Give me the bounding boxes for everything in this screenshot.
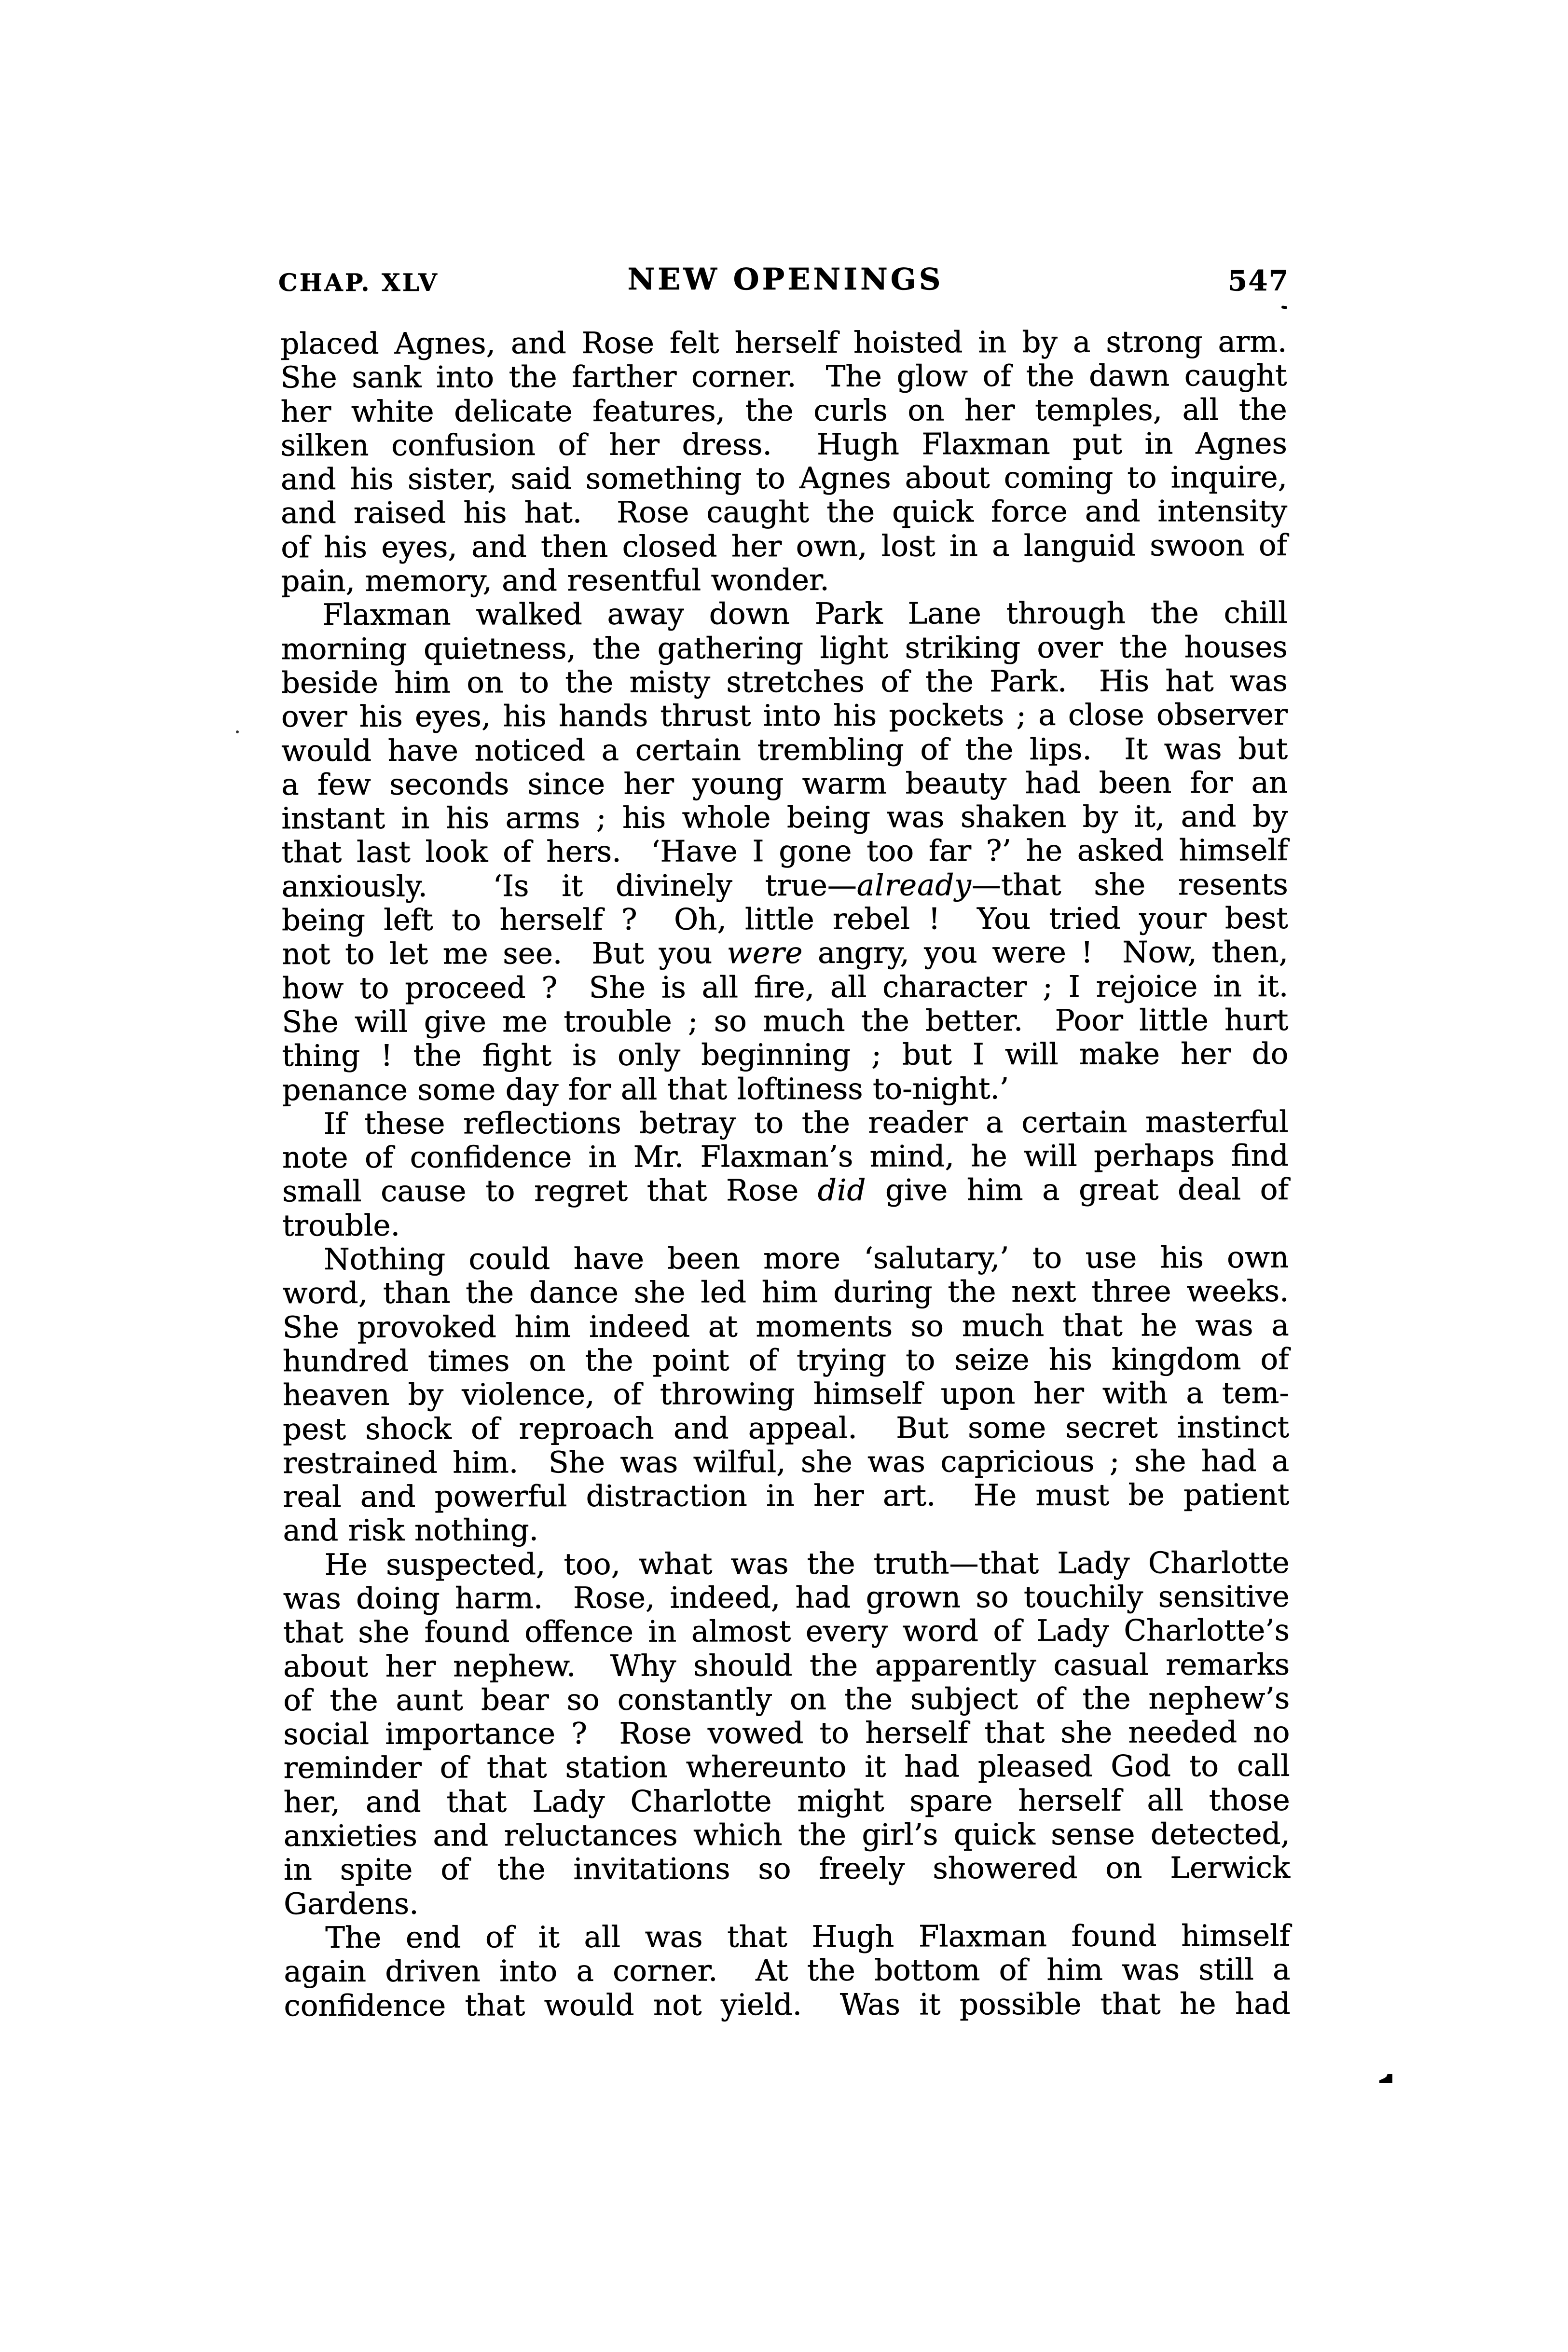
- text-line: about her nephew. Why should the apparently casual remarks: [283, 1647, 1290, 1684]
- page-title: NEW OPENINGS: [627, 261, 944, 297]
- text-line: that she found offence in almost every word of Lady Charlotte’s: [283, 1613, 1290, 1650]
- text-line: silken confusion of her dress. Hugh Flaxman put in Agnes: [280, 426, 1287, 463]
- text-line: anxieties and reluctances which the girl’s quick sense detected,: [283, 1816, 1290, 1854]
- text-line: and risk nothing.: [283, 1513, 539, 1548]
- text-line: instant in his arms ; his whole being was shaken by it, and by: [281, 799, 1288, 836]
- text-line: and his sister, said something to Agnes about coming to inquire,: [280, 460, 1288, 497]
- text-line: placed Agnes, and Rose felt herself hoisted in by a strong arm.: [280, 324, 1287, 361]
- text-line: morning quietness, the gathering light striking over the houses: [281, 630, 1288, 666]
- chapter-label: CHAP. XLV: [278, 268, 439, 297]
- text-line: of his eyes, and then closed her own, lost in a languid swoon of: [281, 528, 1288, 564]
- text-line: would have noticed a certain trembling of the lips. It was but: [281, 731, 1288, 768]
- text-line: real and powerful distraction in her art. He must be patient: [283, 1477, 1290, 1514]
- text-line: He suspected, too, what was the truth—that Lady Charlotte: [324, 1545, 1290, 1582]
- text-line: being left to herself ? Oh, little rebel ! You tried your best: [281, 901, 1288, 938]
- page-text: [280, 325, 1290, 2023]
- page-number: 547: [1227, 264, 1289, 297]
- text-line: a few seconds since her young warm beauty had been for an: [281, 765, 1288, 802]
- text-line: of the aunt bear so constantly on the subject of the nephew’s: [283, 1681, 1290, 1718]
- text-line: If these reflections betray to the reader a certain masterful: [323, 1104, 1289, 1141]
- text-line: reminder of that station whereunto it had pleased God to call: [283, 1749, 1290, 1786]
- text-line: how to proceed ? She is all fire, all character ; I rejoice in it.: [282, 969, 1289, 1005]
- text-line: her, and that Lady Charlotte might spare herself all those: [283, 1783, 1290, 1819]
- text-line: penance some day for all that loftiness to-night.’: [282, 1071, 1009, 1107]
- text-line: Gardens.: [284, 1886, 419, 1921]
- text-line: anxiously. ‘Is it divinely true—already—that she resents: [281, 867, 1288, 904]
- text-line: restrained him. She was wilful, she was capricious ; she had a: [283, 1444, 1290, 1480]
- text-line: Nothing could have been more ‘salutary,’ to use his own: [324, 1240, 1289, 1277]
- text-line: trouble.: [282, 1208, 400, 1243]
- text-line: that last look of hers. ‘Have I gone too far ?’ he asked himself: [281, 833, 1288, 870]
- text-line: small cause to regret that Rose did give him a great deal of: [282, 1172, 1289, 1209]
- text-line: over his eyes, his hands thrust into his pockets ; a close observer: [281, 698, 1288, 734]
- text-line: pain, memory, and resentful wonder.: [281, 563, 829, 599]
- text-line: She will give me trouble ; so much the better. Poor little hurt: [282, 1003, 1289, 1040]
- text-line: again driven into a corner. At the bottom of him was still a: [284, 1953, 1291, 1989]
- text-line: social importance ? Rose vowed to herself that she needed no: [283, 1715, 1290, 1752]
- text-line: not to let me see. But you were angry, you were ! Now, then,: [281, 935, 1289, 972]
- text-line: thing ! the fight is only beginning ; but I will make her do: [282, 1037, 1289, 1073]
- text-line: her white delicate features, the curls on her temples, all the: [280, 392, 1287, 429]
- text-line: Flaxman walked away down Park Lane through the chill: [322, 596, 1288, 633]
- text-line: beside him on to the misty stretches of the Park. His hat was: [281, 663, 1288, 701]
- text-line: The end of it all was that Hugh Flaxman found himself: [325, 1918, 1291, 1955]
- text-line: pest shock of reproach and appeal. But some secret instinct: [283, 1410, 1290, 1446]
- ink-speck: [1281, 305, 1288, 309]
- text-line: heaven by violence, of throwing himself upon her with a tem-: [282, 1376, 1290, 1413]
- ink-speck: [236, 730, 239, 733]
- text-line: note of confidence in Mr. Flaxman’s mind, he will perhaps find: [282, 1138, 1289, 1175]
- ink-blot: [1379, 2074, 1392, 2083]
- text-line: hundred times on the point of trying to seize his kingdom of: [282, 1342, 1289, 1379]
- text-line: confidence that would not yield. Was it possible that he had: [284, 1986, 1291, 2023]
- text-line: She sank into the farther corner. The glow of the dawn caught: [280, 358, 1287, 395]
- text-line: in spite of the invitations so freely showered on Lerwick: [283, 1851, 1291, 1887]
- text-line: She provoked him indeed at moments so much that he was a: [282, 1308, 1289, 1345]
- text-line: was doing harm. Rose, indeed, had grown so touchily sensitive: [283, 1579, 1290, 1616]
- text-line: word, than the dance she led him during the next three weeks.: [282, 1274, 1289, 1311]
- text-line: and raised his hat. Rose caught the quick force and intensity: [281, 494, 1288, 531]
